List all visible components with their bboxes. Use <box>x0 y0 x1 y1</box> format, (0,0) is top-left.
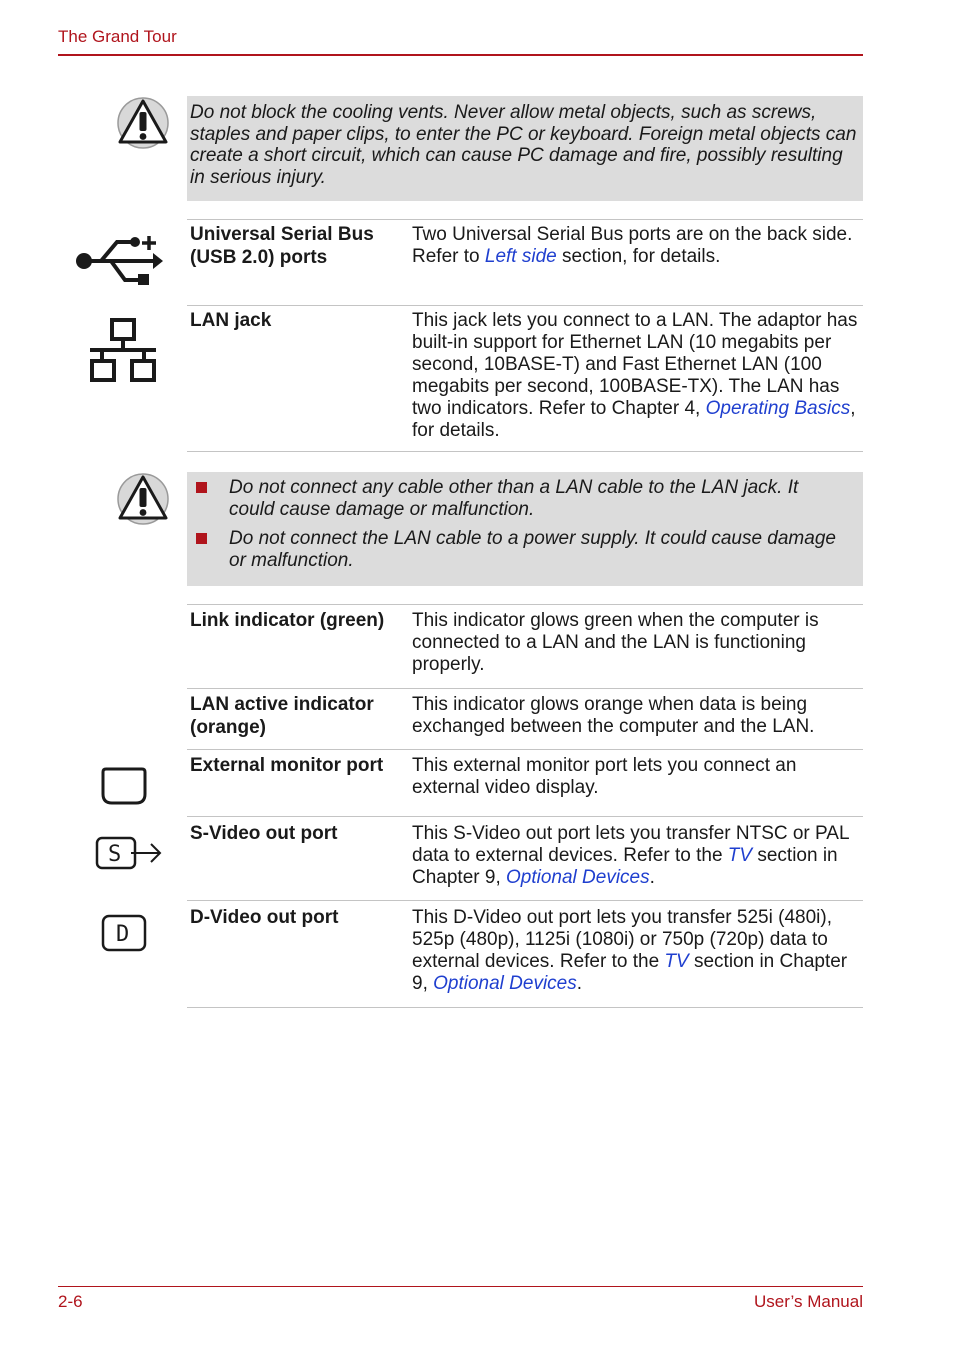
external-monitor-term: External monitor port <box>190 755 384 776</box>
d-video-icon <box>101 914 147 957</box>
page-number: 2-6 <box>58 1292 83 1311</box>
usb-term: Universal Serial Bus (USB 2.0) ports <box>190 224 374 268</box>
bullet-square-icon <box>196 533 207 544</box>
s-video-term: S-Video out port <box>190 823 338 844</box>
running-header: The Grand Tour <box>58 27 177 46</box>
optional-devices-link[interactable]: Optional Devices <box>433 973 577 994</box>
external-monitor-description: This external monitor port lets you connect an external video display. <box>412 755 797 798</box>
caution-box-lan <box>187 472 863 586</box>
caution-text: Do not block the cooling vents. Never allow metal objects, such as screws, staples and paper clips, to enter the PC or keyboard. Foreign metal objects can create a short circuit, which can cause PC damage and fire, possibly resulting in serious injury. <box>190 102 857 188</box>
d-video-description: This D-Video out port lets you transfer 525i (480i), 525p (480p), 1125i (1080i) or 750p (720p) data to external devices. Refer to the TV section in Chapter 9, Optional Devices. <box>412 907 848 994</box>
lan-active-description: This indicator glows orange when data is being exchanged between the computer and the LAN. <box>412 694 815 737</box>
lan-description: This jack lets you connect to a LAN. The adaptor has built-in support for Ethernet LAN (10 megabits per second, 10BASE-T) and Fast Ethernet LAN (100 megabits per second, 100BASE-TX). The LAN has two indicators. Refer to Chapter 4, Operating Basics, for details. <box>412 310 858 441</box>
manual-title: User’s Manual <box>754 1292 863 1311</box>
operating-basics-link[interactable]: Operating Basics <box>705 398 851 419</box>
table-rule <box>187 219 863 220</box>
table-rule <box>187 451 863 452</box>
lan-term: LAN jack <box>190 310 272 331</box>
footer-rule <box>58 1286 863 1287</box>
caution-bullet: Do not connect the LAN cable to a power supply. It could cause damage or malfunction. <box>190 528 843 571</box>
usb-icon <box>73 233 163 292</box>
table-rule <box>187 688 863 689</box>
table-rule <box>187 749 863 750</box>
warning-triangle-icon <box>116 96 170 155</box>
table-rule <box>187 1007 863 1008</box>
caution-bullet: Do not connect any cable other than a LAN cable to the LAN jack. It could cause damage or malfunction. <box>190 477 843 520</box>
svg-text:D: D <box>116 922 130 947</box>
table-rule <box>187 816 863 817</box>
link-indicator-term: Link indicator (green) <box>190 610 385 631</box>
optional-devices-link[interactable]: Optional Devices <box>506 867 650 888</box>
left-side-link[interactable]: Left side <box>484 246 557 267</box>
usb-description: Two Universal Serial Bus ports are on the back side. Refer to Left side section, for details. <box>412 224 853 267</box>
s-video-description: This S-Video out port lets you transfer NTSC or PAL data to external devices. Refer to the TV section in Chapter 9, Optional Devices. <box>412 823 849 888</box>
table-rule <box>187 604 863 605</box>
d-video-term: D-Video out port <box>190 907 339 928</box>
tv-link[interactable]: TV <box>727 845 753 866</box>
lan-network-icon <box>88 318 158 389</box>
header-rule <box>58 54 863 56</box>
link-indicator-description: This indicator glows green when the computer is connected to a LAN and the LAN is functioning properly. <box>412 610 819 675</box>
bullet-square-icon <box>196 482 207 493</box>
warning-triangle-icon <box>116 472 170 531</box>
external-monitor-icon <box>100 766 148 811</box>
tv-link[interactable]: TV <box>664 951 689 972</box>
svg-text:S: S <box>108 842 122 867</box>
caution-box-cooling <box>187 96 863 201</box>
table-rule <box>187 900 863 901</box>
lan-active-term: LAN active indicator (orange) <box>190 694 374 738</box>
table-rule <box>187 305 863 306</box>
s-video-icon <box>95 836 163 877</box>
